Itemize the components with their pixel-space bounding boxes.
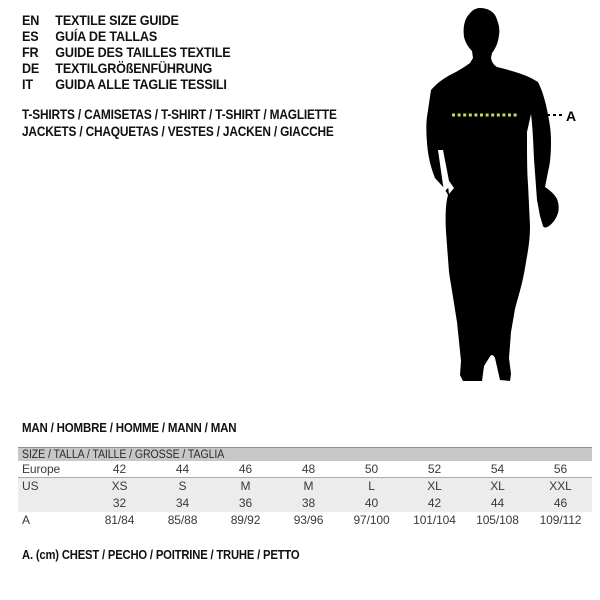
language-title: TEXTILE SIZE GUIDE xyxy=(55,12,179,28)
size-table-cell: XL xyxy=(490,479,505,493)
size-table-cell: 101/104 xyxy=(413,513,456,527)
section-title-man: MAN / HOMBRE / HOMME / MANN / MAN xyxy=(22,421,237,435)
size-table-cell: 42 xyxy=(112,462,127,476)
size-table-row-label xyxy=(18,495,88,512)
size-table-cell: M xyxy=(240,479,251,493)
size-table-cell: 54 xyxy=(490,462,505,476)
garment-category-line: T-SHIRTS / CAMISETAS / T-SHIRT / T-SHIRT / MAGLIETTE xyxy=(22,107,337,122)
size-table-row xyxy=(18,461,592,478)
man-silhouette-shape xyxy=(426,8,558,381)
size-table-row xyxy=(18,478,592,495)
language-row xyxy=(22,76,230,92)
language-title: GUIDE DES TAILLES TEXTILE xyxy=(55,44,231,60)
language-row xyxy=(22,60,230,76)
language-code: EN xyxy=(22,12,40,28)
size-table-cell: 89/92 xyxy=(230,513,261,527)
size-table-cell: 44 xyxy=(490,496,505,510)
size-table-row-label: US xyxy=(22,479,39,493)
language-code: IT xyxy=(22,76,33,92)
size-table-cell: 44 xyxy=(175,462,190,476)
size-table-cell: 97/100 xyxy=(353,513,390,527)
size-table-cell: 52 xyxy=(427,462,442,476)
language-title: GUIDA ALLE TAGLIE TESSILI xyxy=(55,76,227,92)
size-table-cell: 56 xyxy=(553,462,568,476)
size-table-row xyxy=(18,512,592,529)
size-table-cell: M xyxy=(303,479,314,493)
garment-category-list xyxy=(22,106,337,140)
size-table-row-label: A xyxy=(22,513,30,527)
size-table-cell: 46 xyxy=(553,496,568,510)
language-title: GUÍA DE TALLAS xyxy=(55,28,158,44)
size-table-header-label: SIZE / TALLA / TAILLE / GRÖSSE / TAGLIA xyxy=(22,449,225,461)
language-code: ES xyxy=(22,28,39,44)
size-table-cell: 50 xyxy=(364,462,379,476)
chest-marker-label: A xyxy=(566,108,577,124)
language-title: TEXTILGRÖßENFÜHRUNG xyxy=(55,60,213,76)
language-code: DE xyxy=(22,60,40,76)
man-silhouette-icon xyxy=(403,4,583,396)
size-table-cell: S xyxy=(178,479,187,493)
size-table-cell: 38 xyxy=(301,496,316,510)
size-table-row-label: Europe xyxy=(22,462,61,476)
language-code: FR xyxy=(22,44,39,60)
language-title-list xyxy=(22,12,230,92)
size-table xyxy=(18,447,592,529)
man-silhouette-figure xyxy=(403,4,583,396)
language-row xyxy=(22,44,230,60)
size-table-cell: 81/84 xyxy=(104,513,135,527)
size-table-cell: 32 xyxy=(112,496,127,510)
size-table-cell: 105/108 xyxy=(476,513,519,527)
size-table-body xyxy=(18,461,592,529)
size-table-cell: XL xyxy=(427,479,442,493)
size-table-cell: L xyxy=(368,479,375,493)
size-table-cell: 36 xyxy=(238,496,253,510)
size-table-cell: 109/112 xyxy=(539,513,582,527)
size-table-cell: 46 xyxy=(238,462,253,476)
size-table-header xyxy=(18,447,592,461)
size-table-row xyxy=(18,495,592,512)
size-table-cell: 93/96 xyxy=(293,513,324,527)
size-table-cell: 40 xyxy=(364,496,379,510)
size-table-cell: 42 xyxy=(427,496,442,510)
size-table-cell: 85/88 xyxy=(167,513,198,527)
size-table-cell: XS xyxy=(111,479,128,493)
size-table-cell: 48 xyxy=(301,462,316,476)
size-table-cell: 34 xyxy=(175,496,190,510)
garment-category-line: JACKETS / CHAQUETAS / VESTES / JACKEN / GIACCHE xyxy=(22,124,334,139)
language-row xyxy=(22,28,230,44)
language-row xyxy=(22,12,230,28)
measurement-footnote: A. (cm) CHEST / PECHO / POITRINE / TRUHE / PETTO xyxy=(22,548,300,562)
size-table-cell: XXL xyxy=(549,479,572,493)
